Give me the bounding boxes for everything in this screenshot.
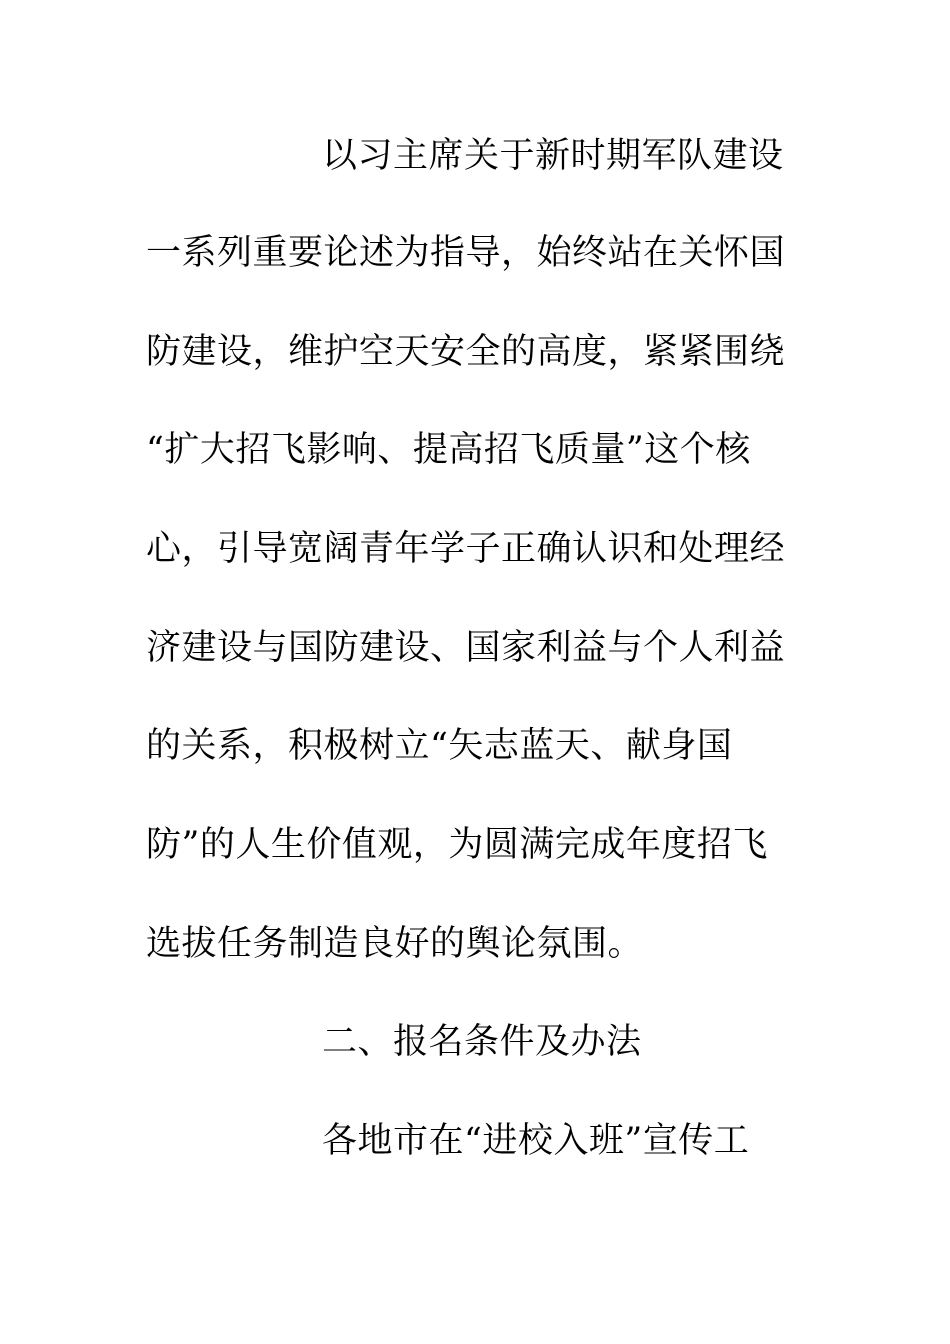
paragraph-1-line-7: 的关系，积极树立“矢志蓝天、献身国 [146, 726, 733, 766]
paragraph-1-line-4: “扩大招飞影响、提高招飞质量”这个核 [146, 430, 751, 470]
paragraph-1-line-2: 一系列重要论述为指导，始终站在关怀国 [146, 233, 786, 273]
section-heading: 二、报名条件及办法 [322, 1022, 642, 1062]
paragraph-1-line-5: 心，引导宽阔青年学子正确认识和处理经 [146, 529, 786, 569]
paragraph-1-line-3: 防建设，维护空天安全的高度，紧紧围绕 [146, 332, 786, 372]
paragraph-2-line-1: 各地市在“进校入班”宣传工 [322, 1121, 750, 1161]
paragraph-1-line-1: 以习主席关于新时期军队建设 [322, 136, 784, 176]
paragraph-1-line-8: 防”的人生价值观，为圆满完成年度招飞 [146, 825, 768, 865]
paragraph-1-line-6: 济建设与国防建设、国家利益与个人利益 [146, 628, 786, 668]
paragraph-1-line-9: 选拔任务制造良好的舆论氛围。 [146, 924, 644, 964]
